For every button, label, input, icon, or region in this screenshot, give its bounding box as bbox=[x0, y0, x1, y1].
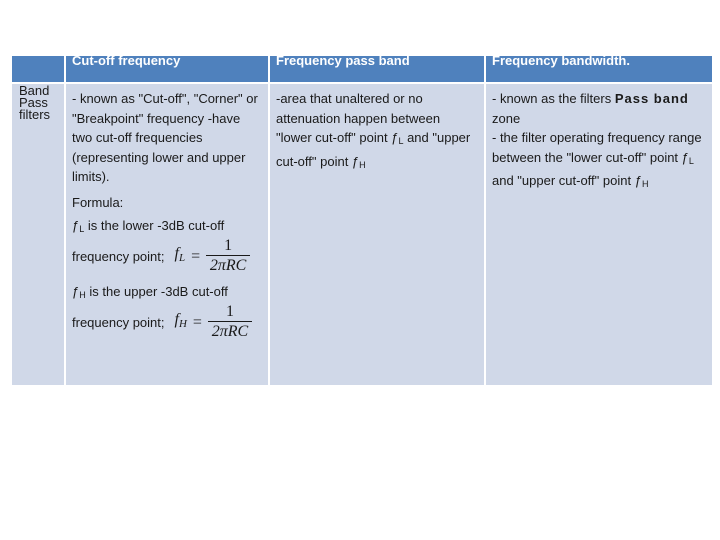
pass-band-cell bbox=[269, 83, 485, 386]
band-pass-row bbox=[11, 83, 713, 386]
bandwidth-cell bbox=[485, 83, 713, 386]
lower-cutoff-formula-line: frequency point; fL = $\frac{1}{\text{2πRC}}$ bbox=[72, 238, 262, 275]
row-label: Band Pass filters bbox=[11, 83, 65, 386]
upper-cutoff-formula-line: frequency point; fH = $\frac{1}{\text{2πRC}}$ bbox=[72, 304, 262, 341]
upper-cutoff-description: $ƒ_H$ is the upper -3dB cut-off bbox=[72, 284, 228, 300]
header-frequency-pass-band: Frequency pass band bbox=[269, 55, 485, 83]
header-cutoff-frequency: Cut-off frequency bbox=[65, 55, 269, 83]
bandwidth-text-1: - known as the filters Pass band zone bbox=[492, 91, 689, 126]
upper-cutoff-formula: fH = $\frac{1}{\text{2πRC}}$ bbox=[175, 304, 252, 341]
cutoff-cell bbox=[65, 83, 269, 386]
lower-cutoff-formula: fL = $\frac{1}{\text{2πRC}}$ bbox=[175, 238, 251, 275]
cutoff-intro: - known as "Cut-off", "Corner" or "Breakpoint" frequency -have two cut-off frequencies (representing lower and upper limits). bbox=[72, 91, 258, 184]
formula-label: Formula: bbox=[72, 194, 124, 210]
header-row bbox=[11, 55, 713, 83]
pass-band-text: -area that unaltered or no attenuation happen between "lower cut-off" point $ƒ_L$ and "upper cut-off" point $ƒ_H$ bbox=[276, 91, 471, 170]
header-empty-cell bbox=[11, 55, 65, 83]
bandwidth-text-2: - the filter operating frequency range between the "lower cut-off" point $ƒ_L$ and "upper cut-off" point $ƒ_H$ bbox=[492, 130, 702, 189]
lower-cutoff-description: $ƒ_L$ is the lower -3dB cut-off bbox=[72, 218, 225, 234]
header-frequency-bandwidth: Frequency bandwidth. bbox=[485, 55, 713, 83]
filter-table bbox=[10, 54, 714, 387]
